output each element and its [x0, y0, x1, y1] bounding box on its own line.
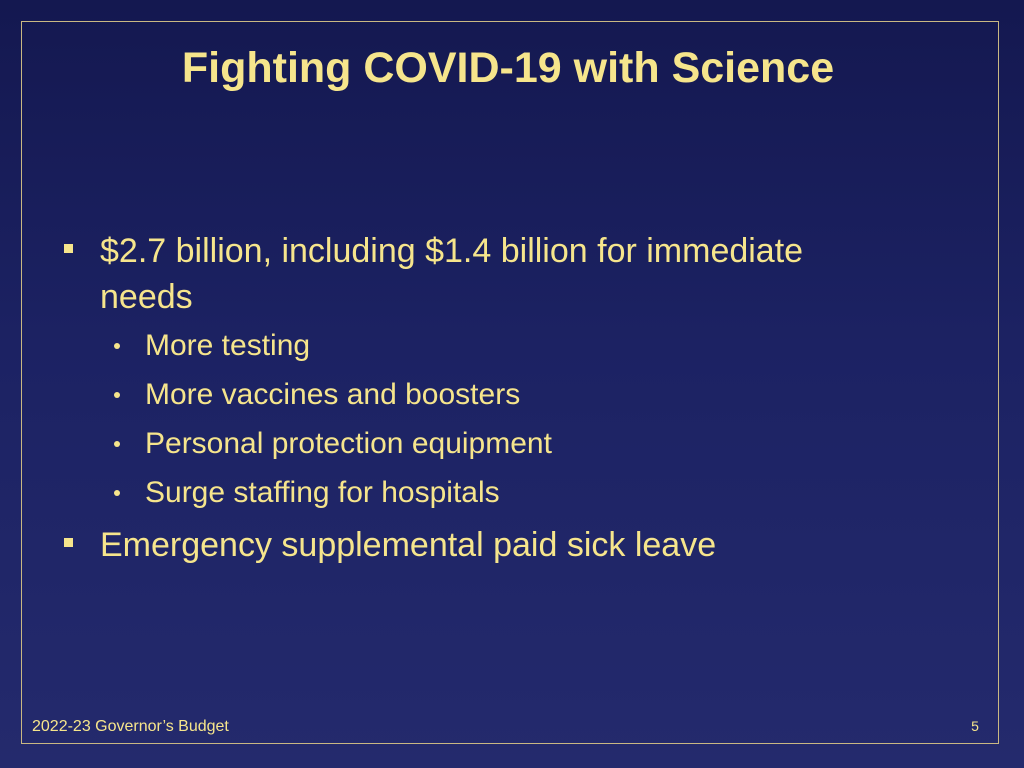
- sub-bullet-item-vaccines: [145, 377, 845, 413]
- bullet-square-icon: [64, 244, 73, 253]
- slide-footer: 2022-23 Governor’s Budget: [32, 718, 229, 735]
- sub-bullet-item-ppe: [145, 426, 845, 462]
- sub-bullet-item-testing: [145, 328, 845, 364]
- bullet-dot-icon: [114, 392, 120, 398]
- bullet-text: $2.7 billion, including $1.4 billion for immediate needs: [100, 232, 804, 316]
- slide-title: Fighting COVID-19 with Science: [181, 44, 835, 92]
- sub-bullet-text: More testing: [145, 329, 311, 362]
- bullet-item-funding: [100, 228, 900, 320]
- sub-bullet-text: Surge staffing for hospitals: [145, 476, 500, 509]
- bullet-dot-icon: [114, 343, 120, 349]
- bullet-square-icon: [64, 538, 73, 547]
- bullet-item-sick-leave: [100, 522, 900, 568]
- sub-bullet-text: Personal protection equipment: [145, 427, 552, 460]
- sub-bullet-text: More vaccines and boosters: [145, 378, 521, 411]
- bullet-text: Emergency supplemental paid sick leave: [100, 526, 717, 564]
- sub-bullet-item-staffing: [145, 475, 845, 511]
- bullet-dot-icon: [114, 490, 120, 496]
- bullet-dot-icon: [114, 441, 120, 447]
- page-number: 5: [971, 718, 979, 734]
